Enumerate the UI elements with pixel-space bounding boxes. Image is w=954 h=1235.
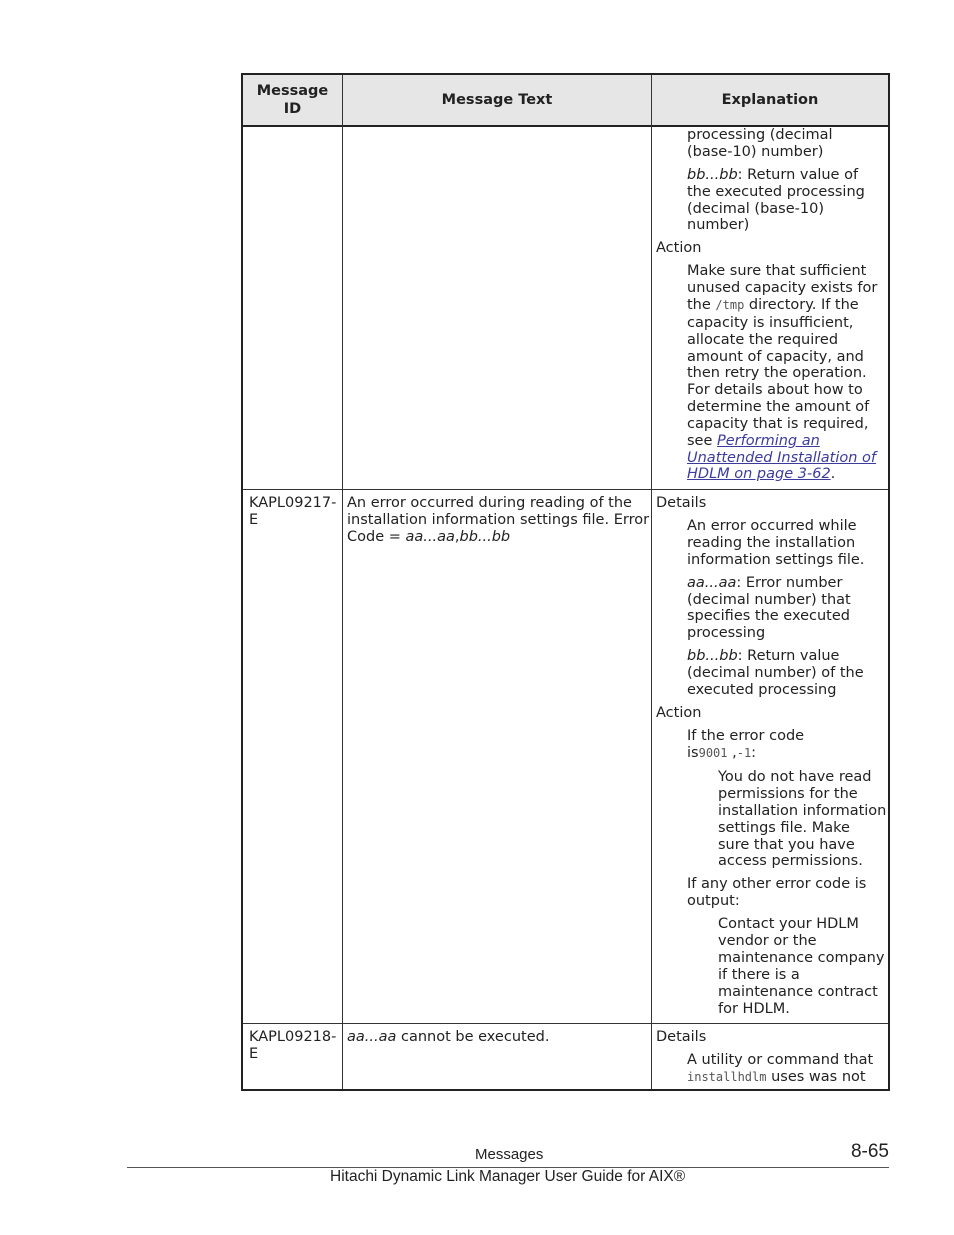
explanation-text: allocate the required bbox=[687, 332, 839, 348]
messages-table bbox=[241, 73, 890, 1091]
message-text bbox=[347, 529, 510, 546]
code-text: -1 bbox=[736, 746, 752, 760]
code-text: /tmp bbox=[715, 298, 745, 312]
explanation-text: uses was not bbox=[766, 1069, 866, 1085]
explanation-text: then retry the operation. bbox=[687, 365, 867, 381]
explanation-text bbox=[687, 745, 756, 762]
explanation-text: installation information bbox=[718, 803, 887, 819]
explanation-text: . bbox=[830, 466, 836, 482]
explanation-text: see bbox=[687, 433, 718, 449]
explanation-text: maintenance company bbox=[718, 950, 885, 966]
explanation-text: : Error number bbox=[736, 575, 843, 591]
explanation-text: the executed processing bbox=[687, 184, 865, 200]
header-id-line1: Message bbox=[256, 83, 329, 99]
message-id: E bbox=[249, 512, 259, 528]
explanation-text bbox=[687, 450, 876, 467]
explanation-text: (decimal number) that bbox=[687, 592, 851, 608]
link-performing-unattended-installation[interactable]: HDLM on page 3-62 bbox=[687, 466, 831, 482]
message-id: KAPL09217- bbox=[249, 495, 337, 511]
explanation-text: For details about how to bbox=[687, 382, 863, 398]
message-text bbox=[347, 1029, 549, 1046]
explanation-text: (base-10) number) bbox=[687, 144, 824, 160]
header-message-text: Message Text bbox=[441, 92, 553, 108]
explanation-text: unused capacity exists for bbox=[687, 280, 878, 296]
header-id-line2: ID bbox=[283, 101, 302, 117]
explanation-text bbox=[687, 167, 858, 184]
explanation-text: processing (decimal bbox=[687, 127, 833, 143]
explanation-text: (decimal (base-10) bbox=[687, 201, 824, 217]
variable-text: bb...bb bbox=[687, 167, 738, 183]
explanation-text bbox=[687, 1069, 866, 1086]
variable-text: aa...aa bbox=[405, 529, 455, 545]
explanation-text: amount of capacity, and bbox=[687, 349, 864, 365]
variable-text: aa...aa bbox=[347, 1029, 397, 1045]
explanation-text: If the error code bbox=[687, 728, 805, 744]
explanation-text: executed processing bbox=[687, 682, 837, 698]
explanation-text: An error occurred while bbox=[687, 518, 857, 534]
link-performing-unattended-installation[interactable]: Unattended Installation of bbox=[687, 450, 877, 466]
explanation-text: Make sure that sufficient bbox=[687, 263, 867, 279]
details-label: Details bbox=[656, 495, 707, 511]
explanation-text: for HDLM. bbox=[718, 1001, 790, 1017]
explanation-text: sure that you have bbox=[718, 837, 855, 853]
explanation-text bbox=[687, 575, 842, 592]
message-id: E bbox=[249, 1046, 259, 1062]
message-text: cannot be executed. bbox=[396, 1029, 550, 1045]
explanation-text bbox=[687, 648, 839, 665]
explanation-text: is bbox=[687, 745, 699, 761]
header-message-id bbox=[243, 75, 342, 125]
explanation-text: permissions for the bbox=[718, 786, 858, 802]
explanation-text: vendor or the bbox=[718, 933, 817, 949]
explanation-text: information settings file. bbox=[687, 552, 865, 568]
details-label: Details bbox=[656, 1029, 707, 1045]
explanation-text: if there is a bbox=[718, 967, 800, 983]
explanation-text: settings file. Make bbox=[718, 820, 850, 836]
explanation-text bbox=[687, 297, 859, 314]
table-header bbox=[243, 75, 888, 127]
message-id: KAPL09218- bbox=[249, 1029, 337, 1045]
code-text: installhdlm bbox=[687, 1070, 767, 1084]
footer-document-title: Hitachi Dynamic Link Manager User Guide for AIX® bbox=[330, 1168, 686, 1185]
explanation-text: Contact your HDLM bbox=[718, 916, 859, 932]
action-label: Action bbox=[656, 705, 702, 721]
explanation-text: reading the installation bbox=[687, 535, 856, 551]
explanation-text: : bbox=[751, 745, 757, 761]
column-divider bbox=[651, 75, 652, 1089]
explanation-text: output: bbox=[687, 893, 740, 909]
explanation-text: access permissions. bbox=[718, 853, 863, 869]
explanation-text: : Return value bbox=[737, 648, 840, 664]
message-text: Code = bbox=[347, 529, 406, 545]
explanation-text: : Return value of bbox=[737, 167, 859, 183]
explanation-text: determine the amount of bbox=[687, 399, 870, 415]
variable-text: aa...aa bbox=[687, 575, 737, 591]
explanation-text: (decimal number) of the bbox=[687, 665, 864, 681]
explanation-text: A utility or command that bbox=[687, 1052, 874, 1068]
message-text: installation information settings file. Error bbox=[347, 512, 650, 528]
explanation-text: capacity that is required, bbox=[687, 416, 869, 432]
explanation-text: directory. If the bbox=[744, 297, 859, 313]
action-label: Action bbox=[656, 240, 702, 256]
footer-section-name: Messages bbox=[475, 1146, 544, 1163]
explanation-text: specifies the executed bbox=[687, 608, 850, 624]
explanation-text: processing bbox=[687, 625, 766, 641]
explanation-text: maintenance contract bbox=[718, 984, 878, 1000]
column-divider bbox=[342, 75, 343, 1089]
message-text: , bbox=[454, 529, 460, 545]
explanation-text: , bbox=[727, 745, 737, 761]
header-explanation: Explanation bbox=[721, 92, 819, 108]
row-divider bbox=[243, 1023, 888, 1024]
message-text: An error occurred during reading of the bbox=[347, 495, 632, 511]
explanation-text: capacity is insufficient, bbox=[687, 315, 854, 331]
explanation-text bbox=[687, 466, 835, 483]
explanation-text: number) bbox=[687, 217, 750, 233]
link-performing-unattended-installation[interactable]: Performing an bbox=[717, 433, 820, 449]
explanation-text bbox=[687, 433, 820, 450]
row-divider bbox=[243, 489, 888, 490]
explanation-text: You do not have read bbox=[718, 769, 872, 785]
variable-text: bb...bb bbox=[459, 529, 511, 545]
code-text: 9001 bbox=[698, 746, 728, 760]
explanation-text: If any other error code is bbox=[687, 876, 867, 892]
variable-text: bb...bb bbox=[687, 648, 738, 664]
explanation-text: the bbox=[687, 297, 716, 313]
footer-page-number: 8-65 bbox=[850, 1141, 889, 1162]
